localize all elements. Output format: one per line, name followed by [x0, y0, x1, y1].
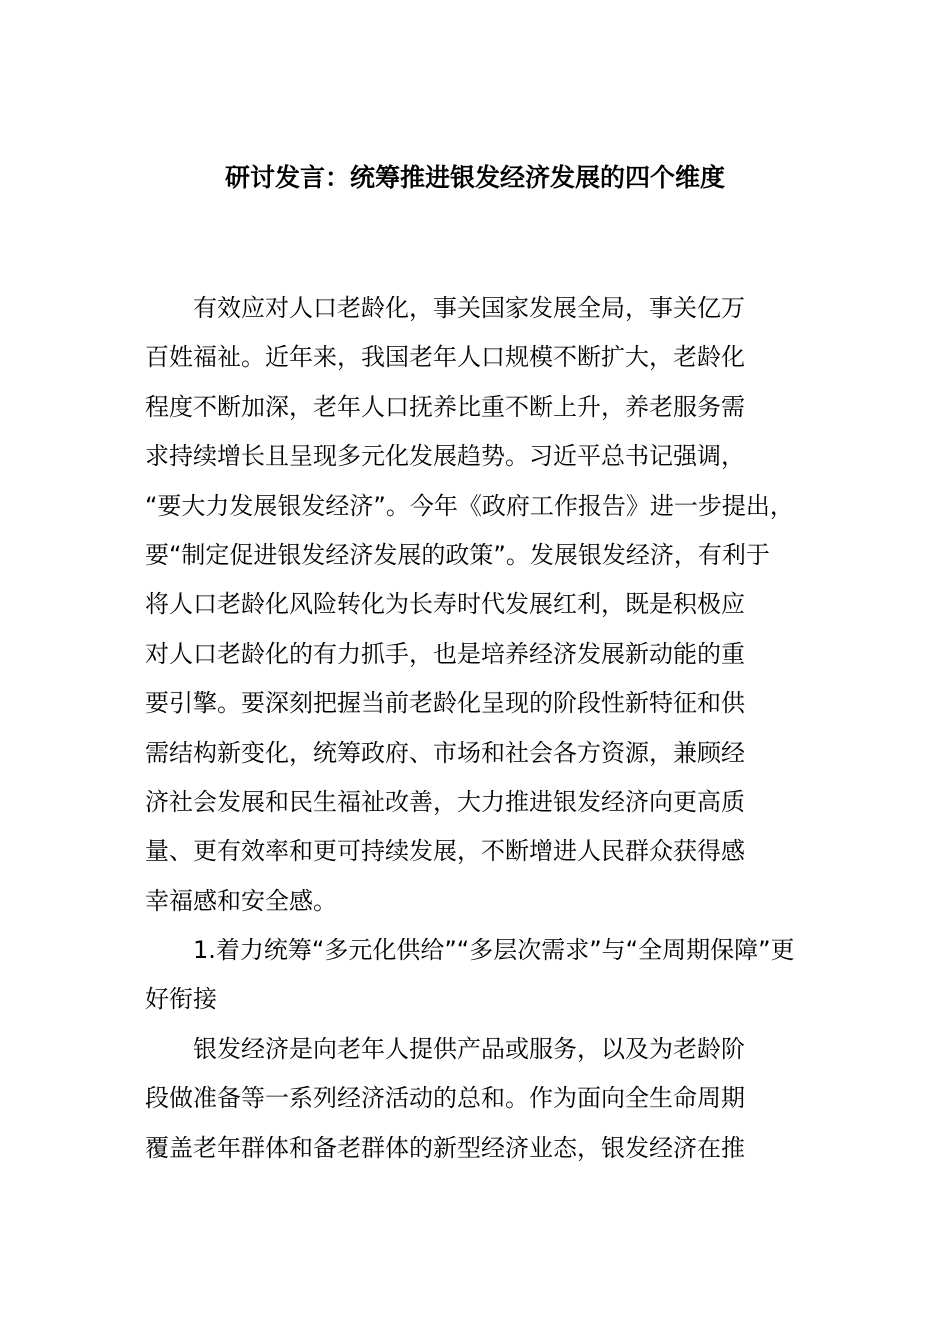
paragraph-line: 济社会发展和民生福祉改善，大力推进银发经济向更高质 — [145, 787, 745, 816]
paragraph-line: 段做准备等一系列经济活动的总和。作为面向全生命周期 — [145, 1084, 745, 1113]
paragraph-line: 需结构新变化，统筹政府、市场和社会各方资源，兼顾经 — [145, 738, 745, 767]
section-heading-line: 1.着力统筹“多元化供给”“多层次需求”与“全周期保障”更 — [193, 936, 795, 965]
paragraph-line: 程度不断加深，老年人口抚养比重不断上升，养老服务需 — [145, 392, 745, 421]
paragraph-line: “要大力发展银发经济”。今年《政府工作报告》进一步提出， — [145, 491, 794, 520]
paragraph-line: 要“制定促进银发经济发展的政策”。发展银发经济，有利于 — [145, 540, 770, 569]
paragraph-line: 求持续增长且呈现多元化发展趋势。习近平总书记强调， — [145, 442, 745, 471]
paragraph-line: 有效应对人口老龄化，事关国家发展全局，事关亿万 — [193, 294, 745, 322]
document-body — [145, 284, 810, 1173]
paragraph-line: 要引擎。要深刻把握当前老龄化呈现的阶段性新特征和供 — [145, 689, 745, 718]
paragraph-line: 将人口老龄化风险转化为长寿时代发展红利，既是积极应 — [145, 590, 745, 619]
paragraph-line: 幸福感和安全感。 — [145, 886, 337, 915]
paragraph-line: 覆盖老年群体和备老群体的新型经济业态，银发经济在推 — [145, 1133, 745, 1162]
document-title: 研讨发言：统筹推进银发经济发展的四个维度 — [224, 163, 725, 192]
paragraph-line: 银发经济是向老年人提供产品或服务，以及为老龄阶 — [193, 1034, 745, 1063]
section-heading-line: 好衔接 — [145, 985, 217, 1014]
paragraph-line: 对人口老龄化的有力抓手，也是培养经济发展新动能的重 — [145, 639, 745, 668]
paragraph-line: 量、更有效率和更可持续发展，不断增进人民群众获得感 — [145, 837, 745, 866]
paragraph-line: 百姓福祉。近年来，我国老年人口规模不断扩大，老龄化 — [145, 343, 745, 372]
